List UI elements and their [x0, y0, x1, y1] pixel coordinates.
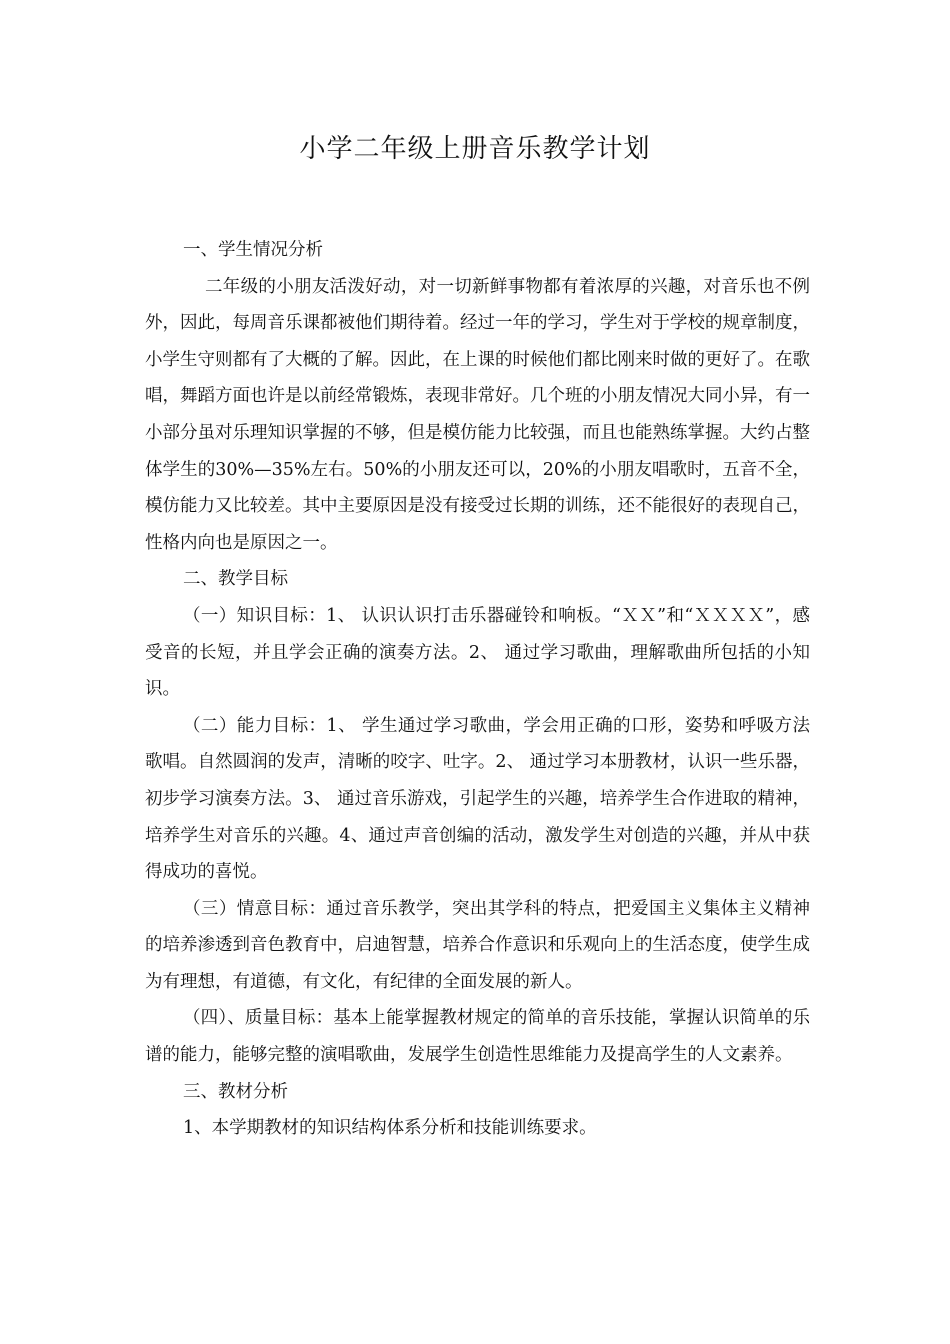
paragraph-student-analysis: 二年级的小朋友活泼好动，对一切新鲜事物都有着浓厚的兴趣，对音乐也不例外，因此，每周音乐课都被他们期待着。经过一年的学习，学生对于学校的规章制度，小学生守则都有了大概的了解。因此，在上课的时候他们都比刚来时做的更好了。在歌唱，舞蹈方面也许是以前经常锻炼，表现非常好。几个班的小朋友情况大同小异，有一小部分虽对乐理知识掌握的不够，但是模仿能力比较强，而且也能熟练掌握。大约占整体学生的30%—35%左右。50%的小朋友还可以，20%的小朋友唱歌时，五音不全，模仿能力又比较差。其中主要原因是没有接受过长期的训练，还不能很好的表现自己，性格内向也是原因之一。 [145, 276, 810, 553]
paragraph-knowledge-goals: （一）知识目标：1、 认识认识打击乐器碰铃和响板。“ＸＸ”和“ＸＸＸＸ”，感受音的长短，并且学会正确的演奏方法。2、 通过学习歌曲，理解歌曲所包括的小知识。 [145, 605, 810, 700]
section-heading-teaching-goals: 二、教学目标 [183, 569, 288, 590]
paragraph-textbook-structure: 1、本学期教材的知识结构体系分析和技能训练要求。 [183, 1118, 597, 1139]
document-title: 小学二年级上册音乐教学计划 [299, 134, 651, 164]
section-heading-student-analysis: 一、学生情况分析 [183, 240, 323, 260]
document-body [145, 232, 810, 1147]
paragraph-emotion-goals: （三）情意目标：通过音乐教学，突出其学科的特点，把爱国主义集体主义精神的培养渗透到音色教育中，启迪智慧，培养合作意识和乐观向上的生活态度，使学生成为有理想，有道德，有文化，有纪律的全面发展的新人。 [145, 898, 810, 992]
paragraph-quality-goals: （四）、质量目标：基本上能掌握教材规定的简单的音乐技能，掌握认识简单的乐谱的能力，能够完整的演唱歌曲，发展学生创造性思维能力及提高学生的人文素养。 [145, 1008, 810, 1066]
section-heading-textbook-analysis: 三、教材分析 [183, 1081, 288, 1102]
paragraph-ability-goals: （二）能力目标：1、 学生通过学习歌曲，学会用正确的口形，姿势和呼吸方法歌唱。自然圆润的发声，清晰的咬字、吐字。2、 通过学习本册教材，认识一些乐器，初步学习演奏方法。3、 通过音乐游戏，引起学生的兴趣，培养学生合作进取的精神，培养学生对音乐的兴趣。4、通过声音创编的活动，激发学生对创造的兴趣，并从中获得成功的喜悦。 [145, 715, 810, 883]
